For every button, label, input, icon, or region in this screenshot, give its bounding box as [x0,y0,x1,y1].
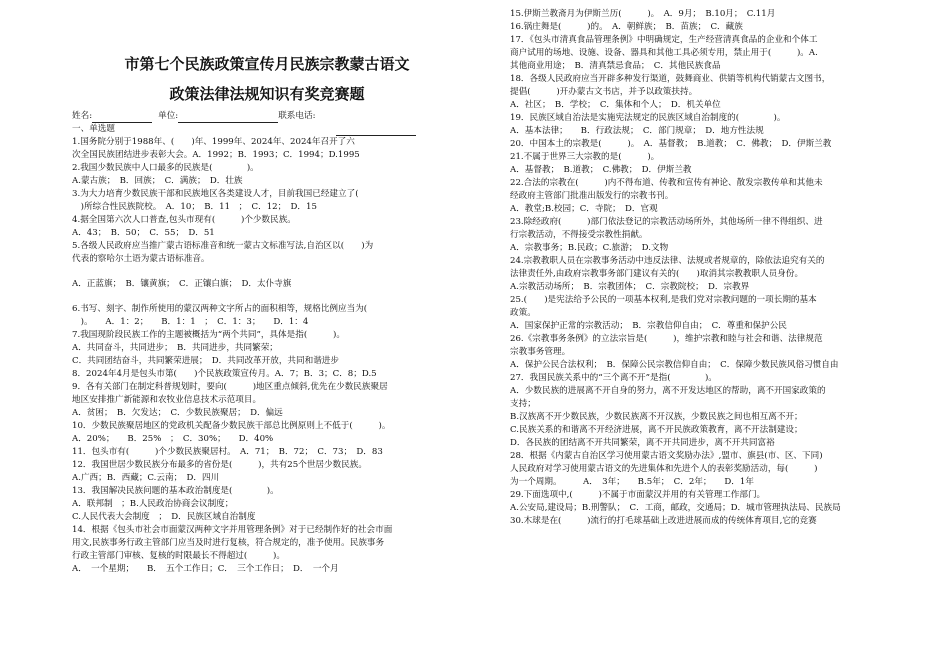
participant-info [72,110,462,123]
question-text-line: 11．包头市有( )个少数民族聚居村。 A．71； B．72； C．73； D．83 [72,447,383,457]
question-text-line: C．共同团结奋斗，共同繁荣进展； D．共同改革开放，共同和谐进步 [72,356,339,366]
question-text-line: 23.除经政府( )部门依法登记的宗教活动场所外，其他场所一律不得组织、进 [510,217,823,227]
question-text-line: 4.据全国第六次人口普查,包头市现有( )个少数民族。 [72,215,296,225]
question-text-line: A．43； B．50； C．55； D．51 [72,228,215,238]
question-text-line: 人民政府对学习使用蒙古语文的先进集体和先进个人的表彰奖励活动，每( ) [510,464,818,474]
question-text-line: 17．《包头市清真食品管理条例》中明确规定，生产经营清真食品的企业和个体工 [510,35,818,45]
question-text-line: B.汉族离不开少数民族，少数民族离不开汉族，少数民族之间也相互离不开； [510,412,803,422]
question-text-line: 经政府主管部门批准出版发行的宗教书刊。 [510,191,674,201]
name-label: 姓名: [72,111,93,121]
question-text-line: 15.伊斯兰教斋月为伊斯兰历( )。 A．9月； B.10月； C.11月 [510,9,776,19]
question-text-line: 支持； [510,399,536,409]
unit-blank[interactable] [178,112,278,123]
question-text-line: C.民族关系的和谐离不开经济进展，离不开民族政策教育，离不开法制建设； [510,425,803,435]
left-column [72,52,462,576]
question-text-line: 12．我国世居少数民族分布最多的省份是( )，共有25个世居少数民族。 [72,460,367,470]
question-text-line: 9．各有关部门在制定科普规划时，要向( )地区重点倾斜,优先在少数民族聚居 [72,382,388,392]
question-text-line: A．基督教； B.道教； C.佛教； D．伊斯兰教 [510,165,692,175]
questions-right [510,8,895,528]
right-column [510,8,895,528]
question-text-line: 29.下面选项中,( )不属于市面蒙汉并用的有关管理工作部门。 [510,490,766,500]
question-text-line: 10．少数民族聚居地区的党政机关配备少数民族干部总比例原则上不低于( )。 [72,421,391,431]
name-blank[interactable] [92,112,152,123]
question-text-line: A．联邦制 ；B.人民政治协商会议制度； [72,499,234,509]
exam-title-line1: 市第七个民族政策宣传月民族宗教蒙古语文 [124,55,410,73]
questions-left [72,136,462,576]
question-text-line: 16.锅庄舞是( )的。 A．朝鲜族； B．苗族； C．藏族 [510,22,743,32]
question-text-line: )。 A．1：2； B．1：1 ； C．1：3； D．1：4 [72,317,309,327]
question-text-line: A.宗教活动场所； B．宗教团体； C．宗教院校； D．宗教界 [510,282,750,292]
question-text-line: A．贫困； B．欠发达； C．少数民族聚居； D．偏远 [72,408,283,418]
question-text-line: A． 一个星期； B． 五个工作日；C． 三个工作日； D． 一个月 [72,564,339,574]
question-text-line: A.蒙古族； B．回族； C．满族； D．壮族 [72,176,243,186]
question-text-line: D．各民族的团结离不开共同繁荣，离不开共同进步，离不开共同富裕 [510,438,775,448]
blank-line [72,291,462,303]
unit-label: 单位: [158,111,179,121]
question-text-line: 14．根据《包头市社会市面蒙汉两种文字并用管理条例》对于已经制作好的社会市面 [72,525,393,535]
question-text-line: A．基本法律； B．行政法规； C．部门规章； D．地方性法规 [510,126,764,136]
question-text-line: 6.书写、刻字、制作所使用的蒙汉两种文字所占的面积相等，规格比例应当为( [72,304,368,314]
question-text-line: A．国家保护正常的宗教活动； B．宗教信仰自由； C．尊重和保护公民 [510,321,787,331]
question-text-line: 28．根据《内蒙古自治区学习使用蒙古语文奖励办法》,盟市、旗县(市、区、下同) [510,451,823,461]
question-text-line: 法律责任外,由政府宗教事务部门建议有关的( )取消其宗教教职人员身份。 [510,269,804,279]
phone-blank[interactable] [336,125,416,136]
question-text-line: 行宗教活动，不得接受宗教性捐献。 [510,230,648,240]
question-text-line: 次全国民族团结进步表彰大会。A．1992；B．1993；C．1994；D.1995 [72,150,360,160]
question-text-line: 1.国务院分别于1988年、( )年、1999年、2024年、2024年召开了六 [72,137,355,147]
question-text-line: A.广西；B．西藏；C.云南； D．四川 [72,473,220,483]
question-text-line: A．少数民族的进展离不开自身的努力，离不开发达地区的帮助，离不开国家政策的 [510,386,826,396]
question-text-line: A．20%； B．25% ； C．30%； D．40% [72,434,274,444]
question-text-line: 7.我国现阶段民族工作的主题被概括为“两个共同”，具体是指( )。 [72,330,345,340]
question-text-line: A.公安局,建设局；B.刑警队； C．工商，邮政，交通局；D．城市管理执法局、民族局 [510,503,841,513]
phone-label: 联系电话: [278,111,316,121]
question-text-line: 5.各级人民政府应当推广蒙古语标准音和统一蒙古文标准写法,自治区以( )为 [72,241,374,251]
question-text-line: 30.木球是在( )流行的打毛球基础上改进进展而成的传统体育项目,它的竞赛 [510,516,817,526]
question-text-line: 政策。 [510,308,536,318]
question-text-line: 18．各级人民政府应当开辟多种发行渠道，鼓舞商业、供销等机构代销蒙古文图书， [510,74,831,84]
question-text-line: A．教堂;B.校园；C．寺院； D．官观 [510,204,658,214]
question-text-line: 19．民族区域自治法是实施宪法规定的民族区域自治制度的( )。 [510,113,786,123]
question-text-line: 27．我国民族关系中的“三个离不开”是指( )。 [510,373,717,383]
question-text-line: 代表的察哈尔土语为蒙古语标准音。 [72,254,210,264]
question-text-line: A．共同奋斗，共同进步； B．共同进步，共同繁荣； [72,343,278,353]
blank-line [72,266,462,278]
question-text-line: A．宗教事务；B.民政；C.旅游； D.文物 [510,243,669,253]
question-text-line: 22.合法的宗教在( )内不得布道、传教和宣传有神论、散发宗教传单和其他未 [510,178,823,188]
question-text-line: 为一个周期。 A． 3年； B.5年； C．2年； D．1年 [510,477,754,487]
question-text-line: )所综合性民族院校。 A．10； B．11 ； C．12； D．15 [72,202,317,212]
question-text-line: 行政主管部门审核、复核的时限最长不得超过( )。 [72,551,285,561]
question-text-line: 地区安排推广新能源和农牧业信息技术示范项目。 [72,395,262,405]
question-text-line: 20．中国本土的宗教是( )。 A．基督教； B.道教； C．佛教； D．伊斯兰教 [510,139,832,149]
question-text-line: A．保护公民合法权利； B．保障公民宗教信仰自由； C．保障少数民族风俗习惯自由 [510,360,839,370]
question-text-line: 其他商业用途； B．清真禁忌食品； C．其他民族食品 [510,61,721,71]
question-text-line: 宗教事务管理。 [510,347,571,357]
question-text-line: 24.宗教教职人员在宗教事务活动中违反法律、法规或者规章的，除依法追究有关的 [510,256,825,266]
section-header-row [72,123,462,136]
question-text-line: 25.( )是宪法给予公民的一项基本权利,是我们党对宗教问题的一项长期的基本 [510,295,817,305]
question-text-line: A．正蓝旗； B．镶黄旗； C．正镶白旗； D．太仆寺旗 [72,279,292,289]
question-text-line: 提倡( )开办蒙古文书店，并予以政策扶持。 [510,87,698,97]
question-text-line: 3.为大力培育少数民族干部和民族地区各类建设人才，目前我国已经建立了( [72,189,359,199]
question-text-line: 2.我国少数民族中人口最多的民族是( )。 [72,163,259,173]
question-text-line: 21.不属于世界三大宗教的是( )。 [510,152,660,162]
question-text-line: A．社区； B．学校； C．集体和个人； D．机关单位 [510,100,721,110]
section-title: 一、单选题 [72,124,115,134]
question-text-line: 商户试用的场地、设施、设备、器具和其他工具必须专用，禁止用于( )。A. [510,48,818,58]
question-text-line: 用文,民族事务行政主管部门应当及时进行复核，符合规定的，准予使用。民族事务 [72,538,385,548]
question-text-line: C.人民代表大会制度 ； D．民族区域自治制度 [72,512,256,522]
question-text-line: 13．我国解决民族问题的基本政治制度是( )。 [72,486,279,496]
exam-title-line2: 政策法律法规知识有奖竞赛题 [169,85,365,103]
question-text-line: 26.《宗教事务条例》的立法宗旨是( )，维护宗教和睦与社会和谐、法律规范 [510,334,823,344]
question-text-line: 8．2024年4月是包头市第( )个民族政策宣传月。A．7；B．3；C．8；D.5 [72,369,377,379]
